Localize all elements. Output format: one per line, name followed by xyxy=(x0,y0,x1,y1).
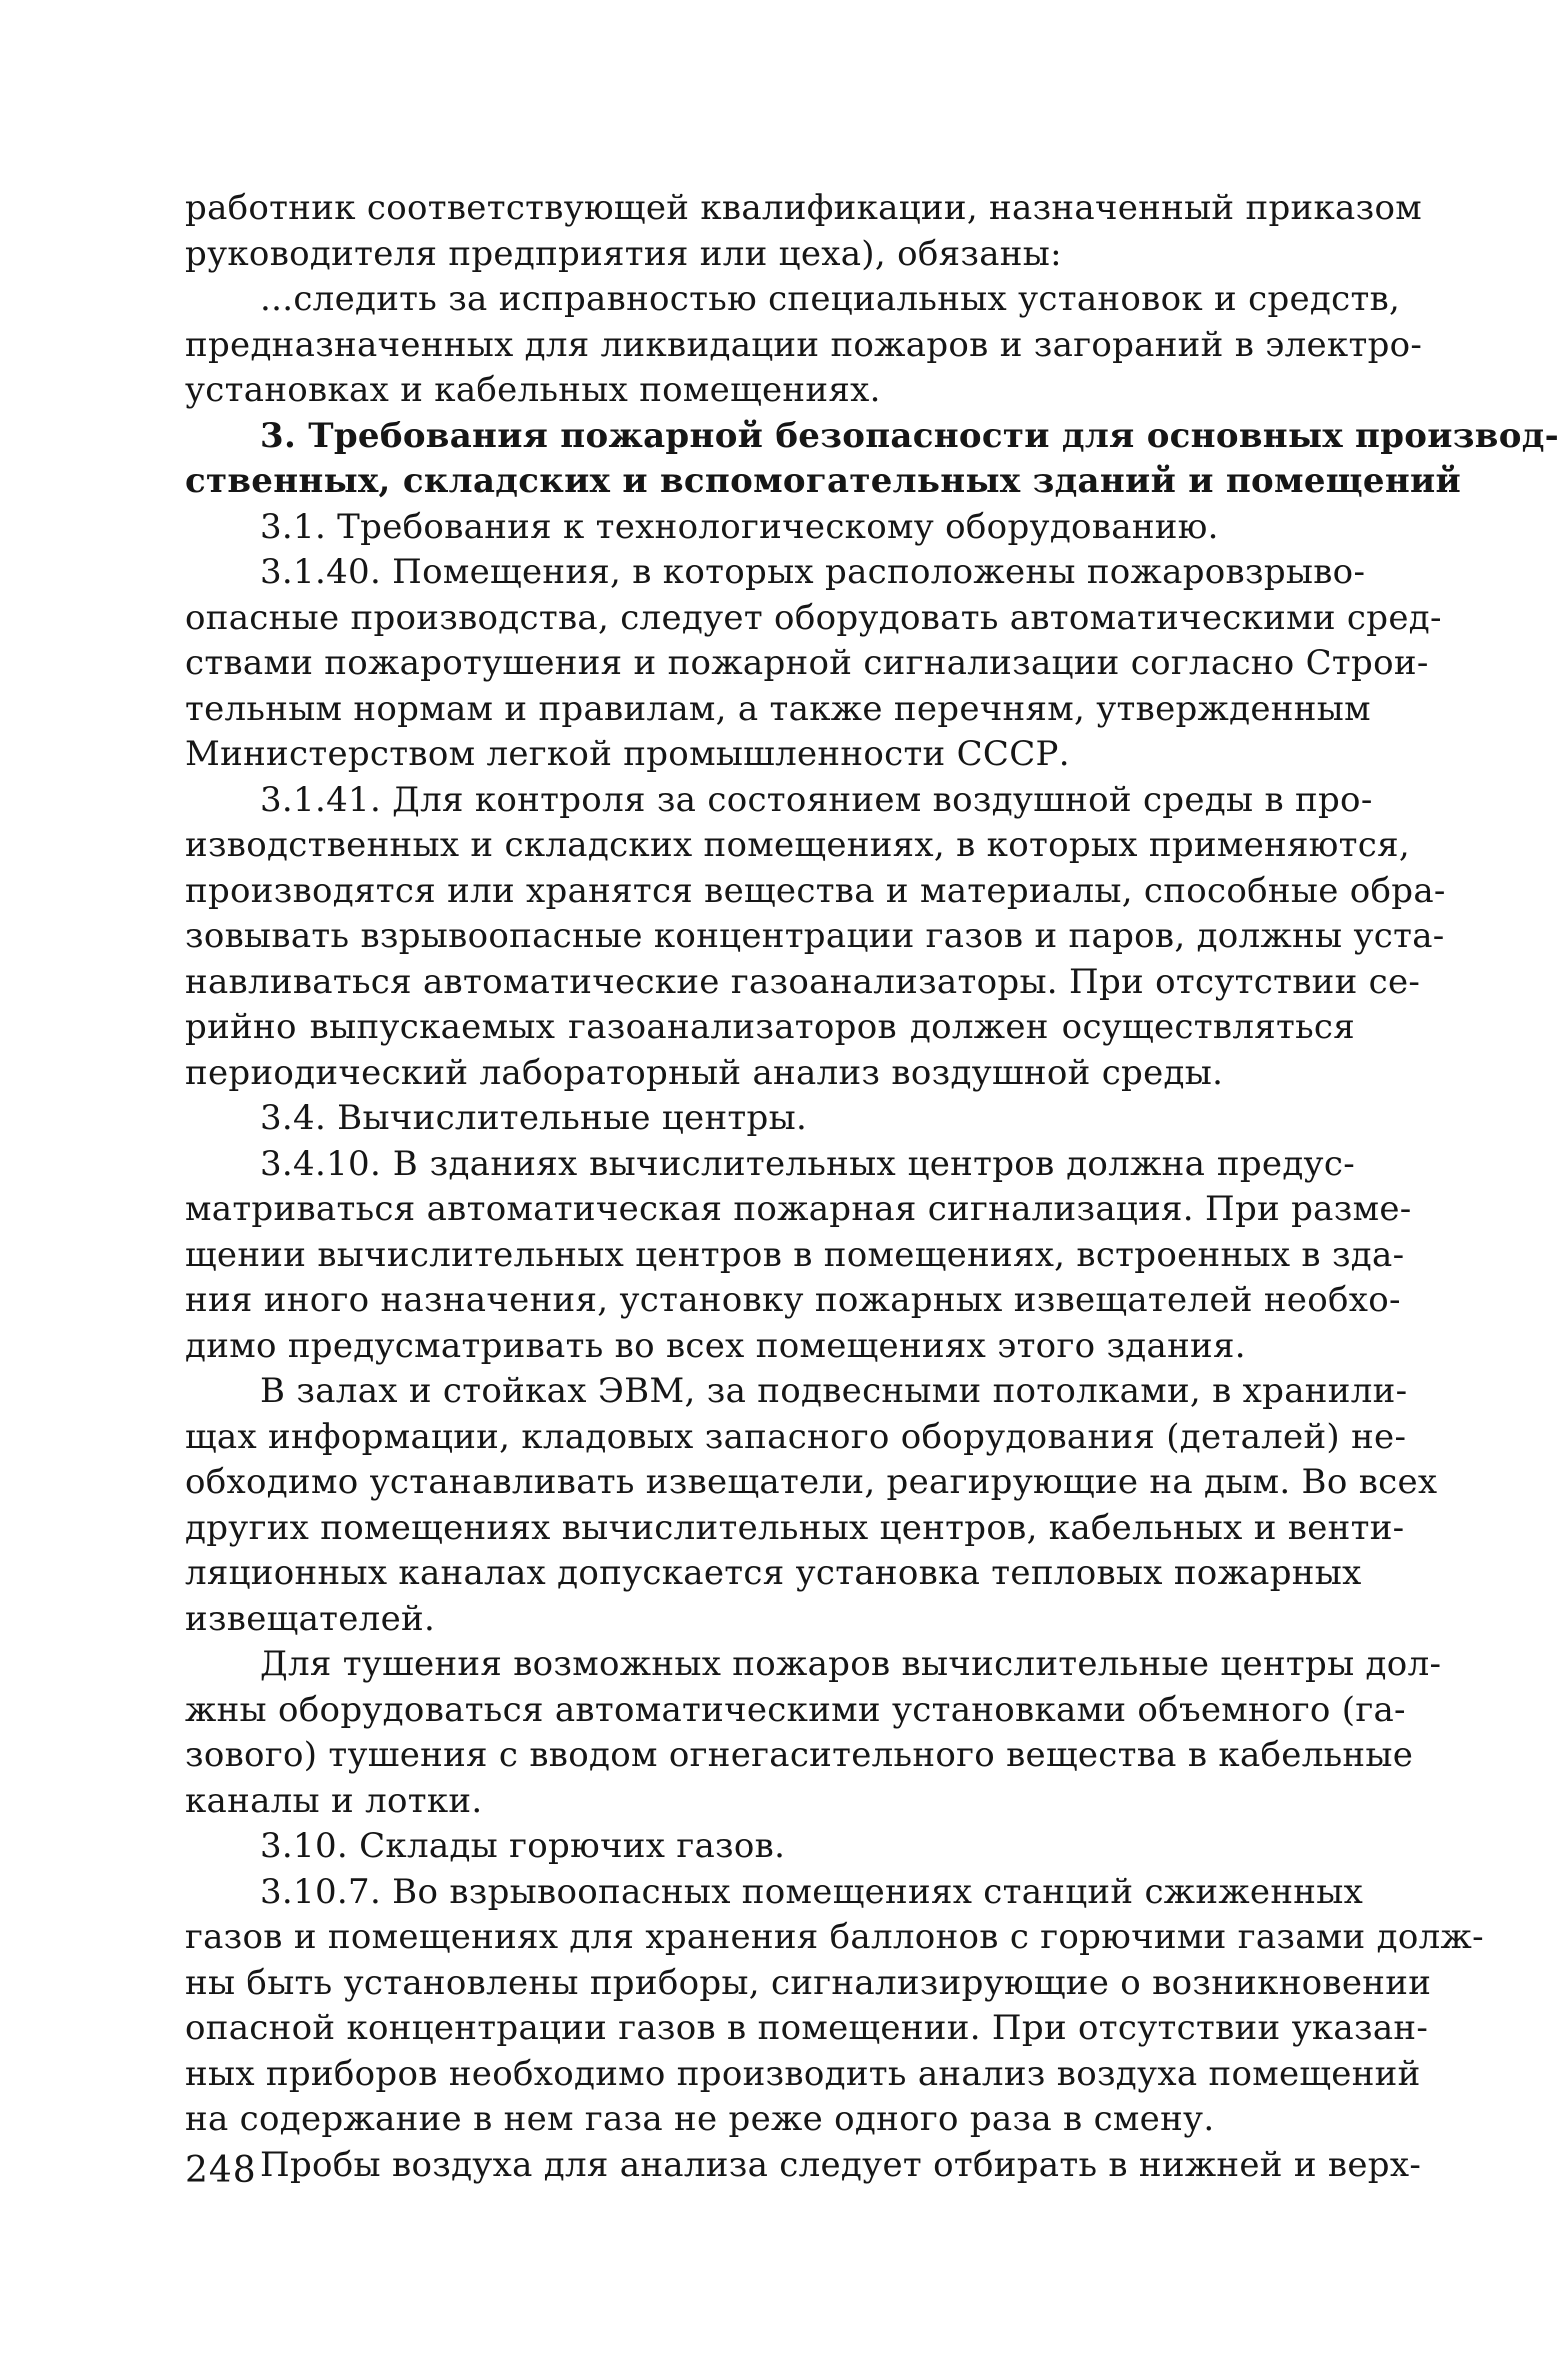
text-line: зового) тушения с вводом огнегасительного вещества в кабельные xyxy=(185,1735,1414,1775)
text-line: опасной концентрации газов в помещении. При отсутствии указан- xyxy=(185,2008,1429,2048)
text-line: периодический лабораторный анализ воздушной среды. xyxy=(185,1052,1224,1093)
page-number: 248 xyxy=(185,2150,257,2191)
text-line: ствами пожаротушения и пожарной сигнализации согласно Строи- xyxy=(185,643,1429,683)
text-line: ...следить за исправностью специальных установок и средств, xyxy=(260,279,1401,319)
text-line: изводственных и складских помещениях, в которых применяются, xyxy=(185,825,1410,865)
text-line: ных приборов необходимо производить анализ воздуха помещений xyxy=(185,2053,1421,2094)
text-line: щах информации, кладовых запасного оборудования (деталей) не- xyxy=(185,1416,1407,1457)
text-line: производятся или хранятся вещества и материалы, способные обра- xyxy=(185,870,1446,911)
body-text xyxy=(185,186,1559,2188)
text-line: Министерством легкой промышленности СССР. xyxy=(185,734,1070,774)
text-line: 3.10.7. Во взрывоопасных помещениях станций сжиженных xyxy=(260,1871,1364,1912)
text-line: димо предусматривать во всех помещениях этого здания. xyxy=(185,1325,1246,1366)
text-line: ния иного назначения, установку пожарных извещателей необхо- xyxy=(185,1280,1401,1320)
text-line: 3.1.41. Для контроля за состоянием воздушной среды в про- xyxy=(260,779,1373,820)
text-line: матриваться автоматическая пожарная сигнализация. При разме- xyxy=(185,1189,1412,1229)
text-line: тельным нормам и правилам, а также перечням, утвержденным xyxy=(185,688,1371,729)
text-line: зовывать взрывоопасные концентрации газов и паров, должны уста- xyxy=(185,916,1445,956)
text-line: руководителя предприятия или цеха), обязаны: xyxy=(185,233,1062,274)
section-heading: 3. Требования пожарной безопасности для основных производ- xyxy=(260,415,1559,456)
text-line: опасные производства, следует оборудовать автоматическими сред- xyxy=(185,597,1442,638)
text-line: извещателей. xyxy=(185,1598,436,1639)
subsection-heading: 3.1. Требования к технологическому оборудованию. xyxy=(260,506,1219,547)
text-line: ны быть установлены приборы, сигнализирующие о возникновении xyxy=(185,1962,1432,2003)
text-line: 3.1.40. Помещения, в которых расположены пожаровзрыво- xyxy=(260,552,1366,592)
text-line: на содержание в нем газа не реже одного раза в смену. xyxy=(185,2099,1215,2139)
subsection-heading: 3.10. Склады горючих газов. xyxy=(260,1826,786,1866)
text-line: Пробы воздуха для анализа следует отбирать в нижней и верх- xyxy=(260,2144,1422,2185)
text-line: каналы и лотки. xyxy=(185,1780,483,1821)
text-line: щении вычислительных центров в помещениях, встроенных в зда- xyxy=(185,1234,1405,1275)
text-line: рийно выпускаемых газоанализаторов должен осуществляться xyxy=(185,1007,1355,1047)
text-line: обходимо устанавливать извещатели, реагирующие на дым. Во всех xyxy=(185,1462,1438,1502)
text-line: 3.4.10. В зданиях вычислительных центров должна предус- xyxy=(260,1143,1355,1184)
text-line: навливаться автоматические газоанализаторы. При отсутствии се- xyxy=(185,961,1421,1002)
text-line: других помещениях вычислительных центров, кабельных и венти- xyxy=(185,1507,1405,1548)
section-heading: ственных, складских и вспомогательных зданий и помещений xyxy=(185,461,1462,501)
text-line: работник соответствующей квалификации, назначенный приказом xyxy=(185,188,1422,228)
text-line: Для тушения возможных пожаров вычислительные центры дол- xyxy=(260,1644,1442,1684)
text-line: жны оборудоваться автоматическими установками объемного (га- xyxy=(185,1689,1406,1730)
text-line: В залах и стойках ЭВМ, за подвесными потолками, в хранили- xyxy=(260,1371,1408,1411)
text-line: газов и помещениях для хранения баллонов с горючими газами долж- xyxy=(185,1917,1484,1957)
text-line: установках и кабельных помещениях. xyxy=(185,370,881,410)
subsection-heading: 3.4. Вычислительные центры. xyxy=(260,1098,808,1138)
text-line: предназначенных для ликвидации пожаров и загораний в электро- xyxy=(185,324,1423,365)
text-line: ляционных каналах допускается установка тепловых пожарных xyxy=(185,1553,1362,1593)
